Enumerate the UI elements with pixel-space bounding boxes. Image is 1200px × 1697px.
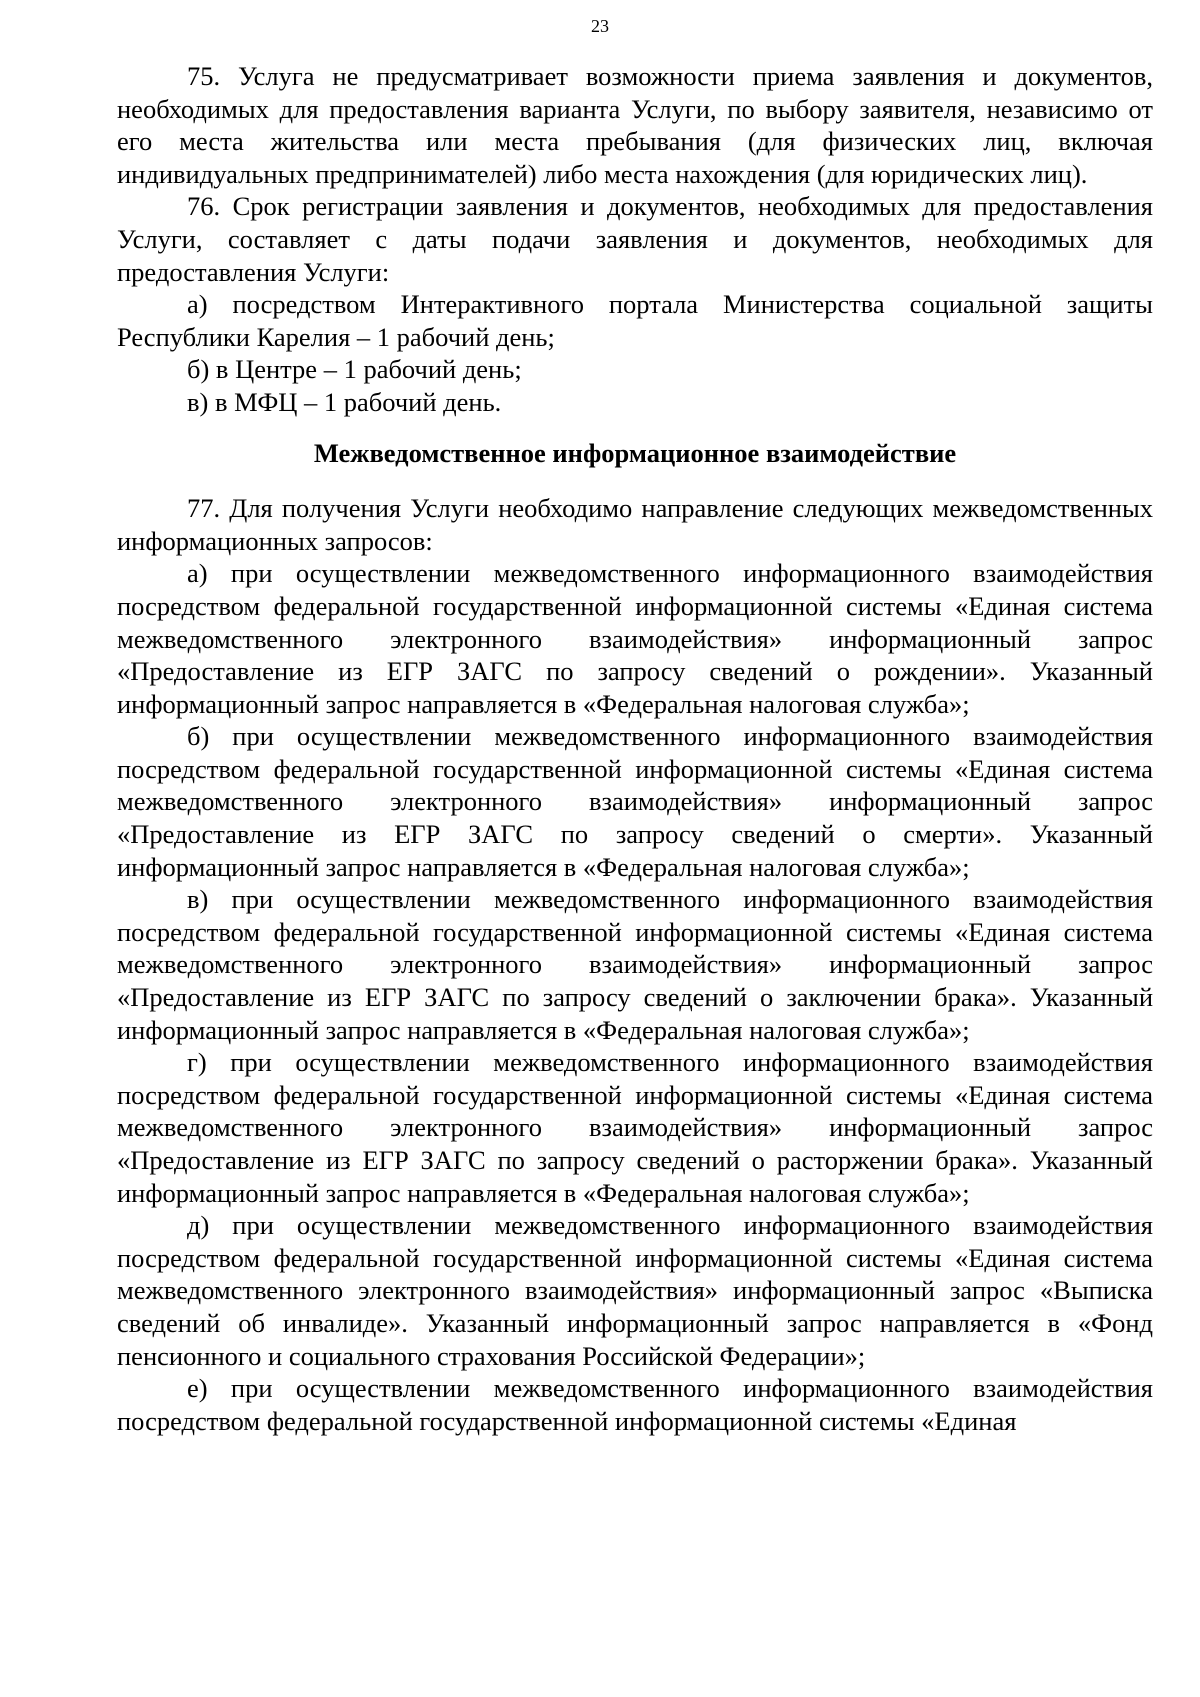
list-item-v: в) в МФЦ – 1 рабочий день.: [187, 386, 502, 417]
request-item-b: б) при осуществлении межведомственного информационного взаимодействия посредством федеральной государственной информационной системы «Единая система межведомственного электронного взаимодействия» информационный запрос «Предоставление из ЕГР ЗАГС по запросу сведений о смерти». Указанный информационный запрос направляется в «Федеральная налоговая служба»;: [117, 721, 1153, 882]
request-item-v: в) при осуществлении межведомственного информационного взаимодействия посредством федеральной государственной информационной системы «Единая система межведомственного электронного взаимодействия» информационный запрос «Предоставление из ЕГР ЗАГС по запросу сведений о заключении брака». Указанный информационный запрос направляется в «Федеральная налоговая служба»;: [117, 884, 1153, 1045]
page-number: 23: [591, 16, 609, 36]
request-item-e: е) при осуществлении межведомственного информационного взаимодействия посредством федеральной государственной информационной системы «Единая: [117, 1373, 1153, 1436]
list-item-a: а) посредством Интерактивного портала Министерства социальной защиты Республики Карелия – 1 рабочий день;: [117, 289, 1153, 352]
request-item-g: г) при осуществлении межведомственного информационного взаимодействия посредством федеральной государственной информационной системы «Единая система межведомственного электронного взаимодействия» информационный запрос «Предоставление из ЕГР ЗАГС по запросу сведений о расторжении брака». Указанный информационный запрос направляется в «Федеральная налоговая служба»;: [117, 1047, 1153, 1208]
paragraph-77: 77. Для получения Услуги необходимо направление следующих межведомственных информационных запросов:: [117, 493, 1153, 556]
paragraph-75: 75. Услуга не предусматривает возможности приема заявления и документов, необходимых для предоставления варианта Услуги, по выбору заявителя, независимо от его места жительства или места пребывания (для физических лиц, включая индивидуальных предпринимателей) либо места нахождения (для юридических лиц).: [117, 61, 1153, 189]
request-item-a: а) при осуществлении межведомственного информационного взаимодействия посредством федеральной государственной информационной системы «Единая система межведомственного электронного взаимодействия» информационный запрос «Предоставление из ЕГР ЗАГС по запросу сведений о рождении». Указанный информационный запрос направляется в «Федеральная налоговая служба»;: [117, 558, 1153, 719]
document-body: [117, 60, 1153, 1437]
section-heading: Межведомственное информационное взаимодействие: [313, 437, 957, 468]
request-item-d: д) при осуществлении межведомственного информационного взаимодействия посредством федеральной государственной информационной системы «Единая система межведомственного электронного взаимодействия» информационный запрос «Выписка сведений об инвалиде». Указанный информационный запрос направляется в «Фонд пенсионного и социального страхования Российской Федерации»;: [117, 1210, 1153, 1371]
paragraph-76: 76. Срок регистрации заявления и документов, необходимых для предоставления Услуги, составляет с даты подачи заявления и документов, необходимых для предоставления Услуги:: [117, 191, 1153, 287]
list-item-b: б) в Центре – 1 рабочий день;: [187, 354, 522, 385]
